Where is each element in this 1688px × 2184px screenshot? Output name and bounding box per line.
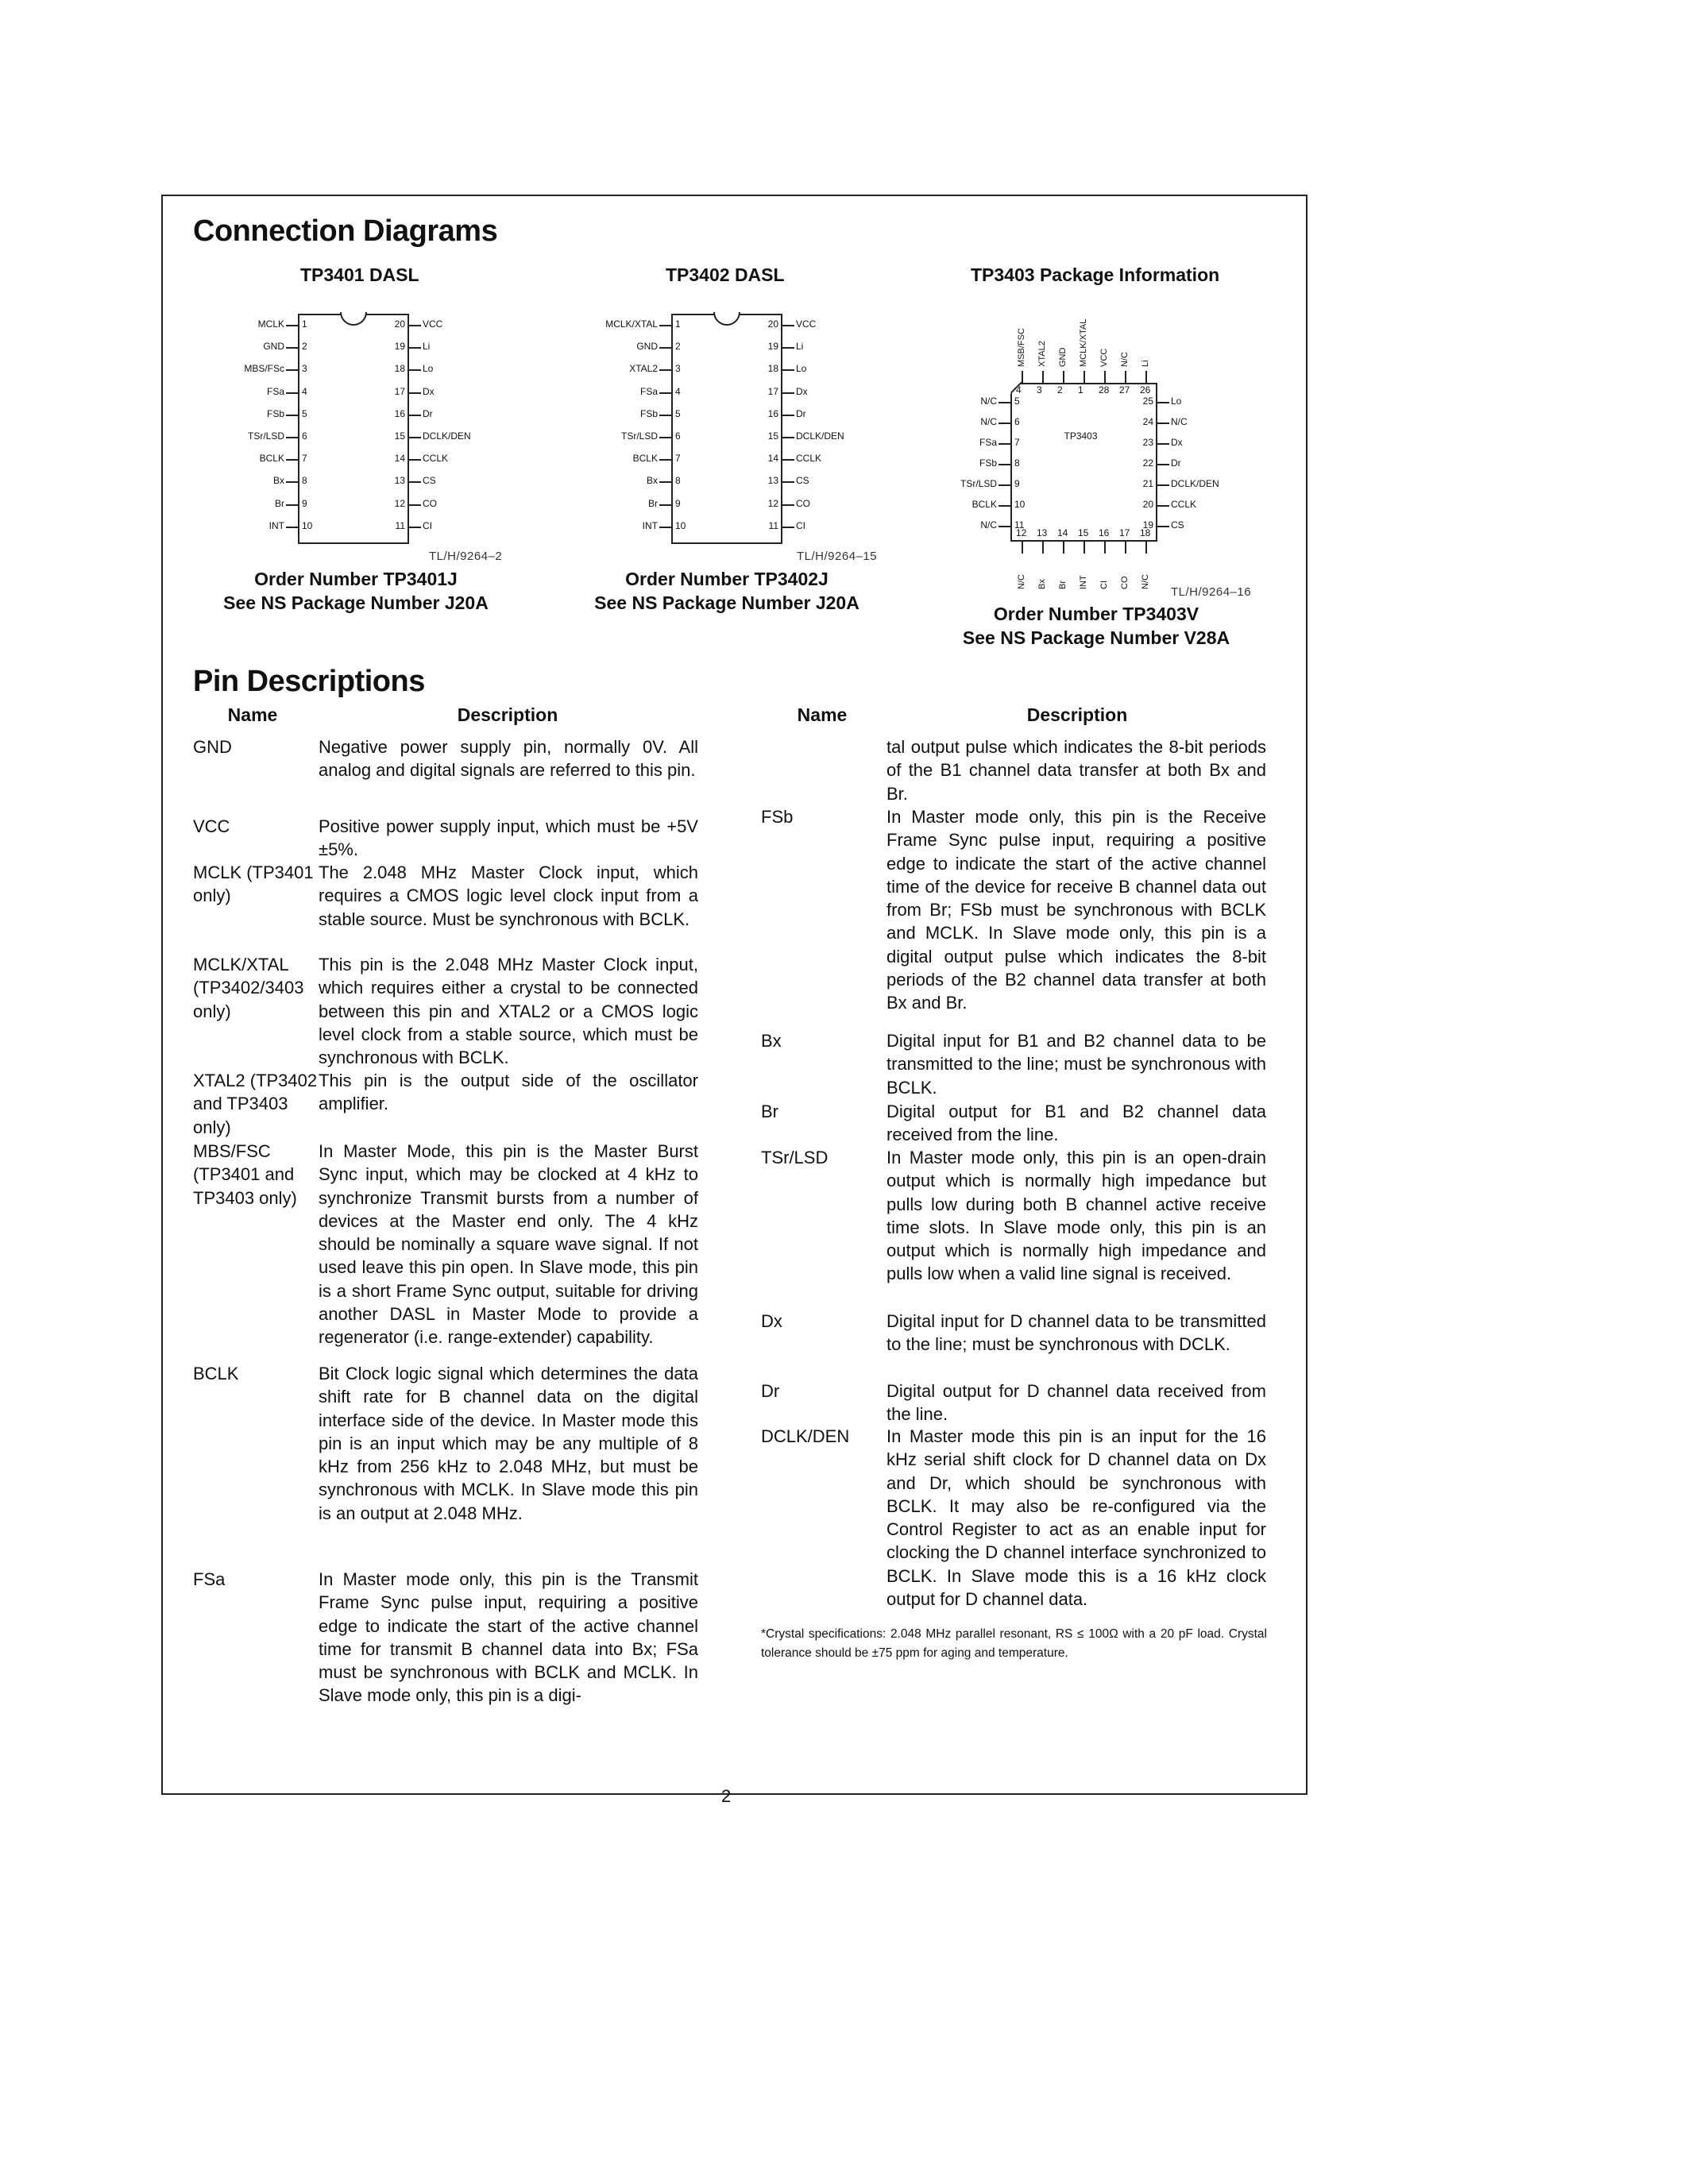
tp3403-left-pin-number: 11 xyxy=(1014,519,1025,531)
tp3401-right-pin-label: CCLK xyxy=(423,453,449,465)
pin-lead xyxy=(659,369,671,371)
pin-lead xyxy=(1157,464,1169,465)
page-number: 2 xyxy=(721,1786,732,1806)
pin-lead xyxy=(286,369,298,371)
pin-lead xyxy=(1083,371,1085,383)
pin-lead xyxy=(1022,371,1023,383)
tp3403-top-pin-number: 3 xyxy=(1037,384,1042,396)
tp3401-right-pin-number: 15 xyxy=(394,430,405,442)
pin-name: MCLK/XTAL (TP3402/3403 only) xyxy=(193,955,304,1021)
tp3402-right-pin-number: 13 xyxy=(767,475,778,487)
tp3402-left-pin-number: 6 xyxy=(675,430,681,442)
pin-desc: tal output pulse which indicates the 8-bit periods of the B1 channel data transfer at both Bx and Br. xyxy=(886,737,1266,804)
tp3401-right-pin-number: 13 xyxy=(394,475,405,487)
tp3403-top-pin-label: MCLK/XTAL xyxy=(1079,318,1088,367)
tp3401-left-pin-number: 4 xyxy=(302,385,307,397)
pin-name: TSr/LSD xyxy=(761,1148,829,1167)
pin-lead xyxy=(1157,443,1169,445)
pin-name: Dr xyxy=(761,1381,780,1401)
tp3403-right-pin-number: 22 xyxy=(1142,457,1153,469)
tp3403-bottom-pin-label: Bx xyxy=(1037,579,1047,589)
tp3403-package: See NS Package Number V28A xyxy=(962,627,1230,648)
tp3401-left-pin-label: INT xyxy=(268,519,284,531)
tp3401-right-pin-number: 16 xyxy=(394,407,405,419)
pin-lead xyxy=(286,437,298,438)
tp3403-left-pin-number: 7 xyxy=(1014,437,1020,448)
tp3403-top-pin-label: VCC xyxy=(1099,348,1109,367)
pin-lead xyxy=(409,325,421,326)
tp3403-right-pin-label: Dr xyxy=(1171,457,1181,469)
tp3401-right-pin-label: Dx xyxy=(423,385,435,397)
tp3403-order-number: Order Number TP3403V xyxy=(993,604,1199,624)
pin-desc: In Master mode only, this pin is an open-drain output which is normally high impedance but pulls low during both B channel active receive time slots. In Slave mode only, this pin is an output which is normally high impedance and pulls low when a valid line signal is received. xyxy=(886,1148,1266,1284)
pin-lead xyxy=(1042,542,1044,554)
tp3403-left-pin-label: FSa xyxy=(979,437,997,448)
pin-lead xyxy=(1145,542,1147,554)
pin-desc: In Master mode only, this pin is the Transmit Frame Sync pulse input, requiring a positive edge to indicate the start of the active channel time for transmit B channel data into Bx; FSa must be synchronous with BCLK and MCLK. In Slave mode only, this pin is a digi- xyxy=(319,1569,698,1706)
tp3402-right-pin-label: CI xyxy=(796,519,805,531)
tp3402-right-pin-number: 12 xyxy=(767,497,778,509)
tp3402-package: See NS Package Number J20A xyxy=(594,592,859,613)
tp3403-right-pin-label: CS xyxy=(1171,519,1184,531)
pin-lead xyxy=(409,527,421,528)
pin-lead xyxy=(782,437,794,438)
pin-lead xyxy=(409,369,421,371)
pin-desc: This pin is the output side of the oscillator amplifier. xyxy=(319,1071,698,1114)
pin-lead xyxy=(782,459,794,461)
pin-lead xyxy=(999,402,1010,403)
pin-desc: Digital input for D channel data to be transmitted to the line; must be synchronous with DCLK. xyxy=(886,1311,1266,1355)
tp3403-left-pin-number: 8 xyxy=(1014,457,1020,469)
tp3403-top-pin-number: 26 xyxy=(1140,384,1151,396)
pin-lead xyxy=(782,527,794,528)
pin-lead xyxy=(409,347,421,349)
tp3403-top-pin-label: XTAL2 xyxy=(1037,341,1047,367)
pin-lead xyxy=(999,505,1010,507)
tp3403-bottom-pin-number: 13 xyxy=(1037,527,1048,538)
pin-lead xyxy=(659,481,671,483)
tp3403-bottom-pin-number: 15 xyxy=(1078,527,1089,538)
tp3401-right-pin-label: CS xyxy=(423,475,436,487)
tp3401-left-pin-label: BCLK xyxy=(259,453,284,465)
pin-lead xyxy=(659,392,671,394)
tp3401-right-pin-number: 20 xyxy=(394,318,405,330)
tp3403-bottom-pin-label: N/C xyxy=(1141,574,1150,589)
pin-lead xyxy=(782,392,794,394)
tp3403-left-pin-number: 6 xyxy=(1014,416,1020,427)
tp3401-left-pin-label: MCLK xyxy=(257,318,284,330)
tp3402-right-pin-number: 17 xyxy=(767,385,778,397)
right-col-name-header: Name xyxy=(797,704,848,725)
tp3403-bottom-pin-label: INT xyxy=(1079,575,1088,589)
pin-desc: In Master mode only, this pin is the Receive Frame Sync pulse input, requiring a positive edge to indicate the start of the active channel time of the device for receive B channel data out from Br; FSb must be synchronous with BCLK and MCLK. In Slave mode only, this pin is a digital output pulse which indicates the 8-bit periods of the B2 channel data transfer at both Bx and Br. xyxy=(886,807,1266,1013)
tp3402-right-pin-number: 18 xyxy=(767,363,778,375)
tp3401-left-pin-number: 10 xyxy=(302,519,313,531)
pin-name: MBS/FSC (TP3401 and TP3403 only) xyxy=(193,1141,297,1208)
tp3401-right-pin-label: DCLK/DEN xyxy=(423,430,471,442)
tp3402-order xyxy=(584,567,870,615)
tp3403-left-pin-label: FSb xyxy=(979,457,997,469)
pin-lead xyxy=(1125,542,1126,554)
pin-lead xyxy=(1063,371,1064,383)
pin-lead xyxy=(286,527,298,528)
tp3402-left-pin-number: 3 xyxy=(675,363,681,375)
pin-lead xyxy=(409,415,421,416)
tp3403-bottom-pin-number: 12 xyxy=(1016,527,1027,538)
tp3402-right-pin-number: 14 xyxy=(767,453,778,465)
tp3403-plcc-diagram xyxy=(937,294,1271,596)
tp3403-right-pin-number: 25 xyxy=(1142,396,1153,407)
tp3401-package: See NS Package Number J20A xyxy=(223,592,489,613)
pin-name: Dx xyxy=(761,1311,782,1331)
pin-lead xyxy=(1042,371,1044,383)
pin-lead xyxy=(782,481,794,483)
tp3403-right-pin-label: DCLK/DEN xyxy=(1171,478,1219,489)
tp3401-left-pin-number: 1 xyxy=(302,318,307,330)
tp3403-bottom-pin-number: 16 xyxy=(1099,527,1110,538)
tp3401-left-pin-number: 5 xyxy=(302,407,307,419)
tp3402-right-pin-label: DCLK/DEN xyxy=(796,430,844,442)
tp3402-left-pin-number: 8 xyxy=(675,475,681,487)
pin-lead xyxy=(659,504,671,506)
tp3403-right-pin-number: 19 xyxy=(1142,519,1153,531)
pin-name: DCLK/DEN xyxy=(761,1426,850,1446)
tp3403-right-pin-label: Lo xyxy=(1171,396,1182,407)
pin-name: Br xyxy=(761,1102,778,1121)
tp3403-top-pin-number: 27 xyxy=(1119,384,1130,396)
tp3403-top-pin-label: GND xyxy=(1058,347,1068,367)
pin-lead xyxy=(409,504,421,506)
pin-name: BCLK xyxy=(193,1364,239,1383)
pin-lead xyxy=(1157,484,1169,486)
connection-diagrams-heading: Connection Diagrams xyxy=(193,214,498,248)
pin-lead xyxy=(1083,542,1085,554)
tp3403-top-pin-label: N/C xyxy=(1120,352,1130,367)
left-col-name-header: Name xyxy=(227,704,278,725)
pin-lead xyxy=(286,481,298,483)
pin-lead xyxy=(659,437,671,438)
pin-lead xyxy=(782,369,794,371)
pin-desc: Negative power supply pin, normally 0V. All analog and digital signals are referred to this pin. xyxy=(319,737,698,781)
pin-lead xyxy=(286,392,298,394)
tp3403-chip-body xyxy=(1010,383,1157,542)
tp3403-chip-label: TP3403 xyxy=(1064,430,1098,442)
tp3402-left-pin-label: Bx xyxy=(646,475,658,487)
tp3402-right-pin-number: 11 xyxy=(768,519,778,531)
pin-lead xyxy=(1157,526,1169,527)
tp3401-chip-body xyxy=(298,314,409,544)
tp3403-right-pin-label: Dx xyxy=(1171,437,1183,448)
pin-desc: Bit Clock logic signal which determines the data shift rate for B channel data on the digital interface side of the device. In Master mode this pin is an input which may be any multiple of 8 kHz from 256 kHz to 2.048 MHz, but must be synchronous with MCLK. In Slave mode this pin is an output at 2.048 MHz. xyxy=(319,1364,698,1523)
tp3402-right-pin-number: 19 xyxy=(767,341,778,353)
tp3401-left-pin-label: TSr/LSD xyxy=(247,430,284,442)
tp3402-left-pin-number: 7 xyxy=(675,453,681,465)
tp3402-left-pin-number: 4 xyxy=(675,385,681,397)
tp3403-bottom-pin-number: 17 xyxy=(1119,527,1130,538)
pin-lead xyxy=(659,325,671,326)
pin-lead xyxy=(999,526,1010,527)
tp3401-right-pin-label: CO xyxy=(423,497,437,509)
tp3402-order-number: Order Number TP3402J xyxy=(625,569,829,589)
tp3403-left-pin-number: 5 xyxy=(1014,396,1020,407)
tp3401-left-pin-label: GND xyxy=(263,341,284,353)
tp3402-left-pin-label: XTAL2 xyxy=(629,363,658,375)
tp3401-right-pin-label: VCC xyxy=(423,318,443,330)
tp3403-left-pin-label: BCLK xyxy=(971,499,997,510)
tp3402-left-pin-label: INT xyxy=(642,519,658,531)
tp3401-left-pin-label: Bx xyxy=(272,475,284,487)
tp3403-left-pin-label: N/C xyxy=(980,396,997,407)
pin-name: FSa xyxy=(193,1569,226,1589)
tp3403-right-pin-number: 21 xyxy=(1142,478,1153,489)
tp3403-bottom-pin-label: CI xyxy=(1099,581,1109,589)
pin-lead xyxy=(782,325,794,326)
tp3402-left-pin-number: 1 xyxy=(675,318,681,330)
tp3402-chip-body xyxy=(671,314,782,544)
pin-lead xyxy=(286,325,298,326)
tp3403-top-pin-number: 2 xyxy=(1057,384,1063,396)
tp3403-bottom-pin-label: N/C xyxy=(1017,574,1026,589)
pin-lead xyxy=(1157,505,1169,507)
tp3402-tl-code: TL/H/9264–15 xyxy=(797,550,878,563)
tp3403-right-pin-number: 24 xyxy=(1142,416,1153,427)
tp3403-left-pin-number: 10 xyxy=(1014,499,1026,510)
pin-desc: Positive power supply input, which must be +5V ±5%. xyxy=(319,816,698,860)
tp3402-right-pin-label: CO xyxy=(796,497,810,509)
tp3401-order xyxy=(213,567,499,615)
pin-lead xyxy=(659,415,671,416)
pin-lead xyxy=(659,527,671,528)
pin-name: VCC xyxy=(193,816,230,836)
pin-desc: In Master Mode, this pin is the Master Burst Sync input, which may be clocked at 4 kHz to synchronize Transmit bursts from a number of devices at the Master end only. The 4 kHz should be nominally a square wave signal. If not used leave this pin open. In Slave mode, this pin is a short Frame Sync output, suitable for driving another DASL in Master Mode to provide a regenerator (i.e. range-extender) capability. xyxy=(319,1141,698,1348)
tp3402-left-pin-number: 2 xyxy=(675,341,681,353)
tp3401-order-number: Order Number TP3401J xyxy=(254,569,458,589)
tp3401-right-pin-label: Dr xyxy=(423,407,433,419)
tp3403-title: TP3403 Package Information xyxy=(971,264,1220,285)
tp3403-top-pin-number: 1 xyxy=(1078,384,1083,396)
tp3402-right-pin-number: 20 xyxy=(767,318,778,330)
tp3401-left-pin-label: MBS/FSc xyxy=(244,363,284,375)
tp3402-left-pin-label: FSa xyxy=(639,385,658,397)
tp3402-left-pin-number: 10 xyxy=(675,519,686,531)
tp3403-right-pin-label: N/C xyxy=(1171,416,1188,427)
pin-lead xyxy=(999,443,1010,445)
pin-desc: Digital input for B1 and B2 channel data to be transmitted to the line; must be synchronous with BCLK. xyxy=(886,1031,1266,1098)
tp3401-right-pin-number: 14 xyxy=(394,453,405,465)
tp3402-right-pin-label: Dr xyxy=(796,407,806,419)
pin-lead xyxy=(1104,371,1106,383)
tp3401-right-pin-label: Lo xyxy=(423,363,434,375)
tp3402-right-pin-label: Li xyxy=(796,341,804,353)
tp3402-title: TP3402 DASL xyxy=(666,264,785,285)
pin-lead xyxy=(409,481,421,483)
tp3401-left-pin-number: 6 xyxy=(302,430,307,442)
tp3403-right-pin-label: CCLK xyxy=(1171,499,1197,510)
tp3403-left-pin-label: N/C xyxy=(980,519,997,531)
pin-name: XTAL2 (TP3402 and TP3403 only) xyxy=(193,1071,318,1137)
tp3403-right-pin-number: 20 xyxy=(1142,499,1153,510)
pin-name: FSb xyxy=(761,807,794,827)
tp3401-left-pin-number: 3 xyxy=(302,363,307,375)
pin-desc: In Master mode this pin is an input for the 16 kHz serial shift clock for D channel data on Dx and Dr, which should be synchronous with BCLK. It may also be re-configured via the Control Register to act as an enable input for clocking the D channel interface synchronized to BCLK. In Slave mode this is a 16 kHz clock output for D channel data. xyxy=(886,1426,1266,1610)
tp3403-right-pin-number: 23 xyxy=(1142,437,1153,448)
tp3401-right-pin-number: 17 xyxy=(394,385,405,397)
right-col-desc-header: Description xyxy=(1026,704,1128,725)
tp3403-left-pin-number: 9 xyxy=(1014,478,1020,489)
tp3402-left-pin-number: 9 xyxy=(675,497,681,509)
tp3401-left-pin-label: Br xyxy=(275,497,284,509)
pin-lead xyxy=(409,437,421,438)
pin-lead xyxy=(1157,423,1169,424)
pin-name: GND xyxy=(193,737,232,757)
tp3402-right-pin-number: 16 xyxy=(767,407,778,419)
pin-lead xyxy=(1125,371,1126,383)
pin-descriptions-heading: Pin Descriptions xyxy=(193,665,425,698)
tp3401-right-pin-number: 18 xyxy=(394,363,405,375)
pin-lead xyxy=(1022,542,1023,554)
left-col-desc-header: Description xyxy=(457,704,558,725)
tp3401-right-pin-number: 12 xyxy=(394,497,405,509)
tp3403-top-pin-label: MSB/FSC xyxy=(1017,328,1026,367)
pin-lead xyxy=(1145,371,1147,383)
tp3403-tl-code: TL/H/9264–16 xyxy=(1171,585,1252,599)
pin-lead xyxy=(782,347,794,349)
tp3403-left-pin-label: TSr/LSD xyxy=(960,478,997,489)
pin-name: MCLK (TP3401 only) xyxy=(193,862,314,906)
tp3402-right-pin-number: 15 xyxy=(767,430,778,442)
tp3402-left-pin-label: MCLK/XTAL xyxy=(605,318,658,330)
tp3402-dip-diagram xyxy=(588,298,844,536)
pin-lead xyxy=(999,423,1010,424)
tp3403-bottom-pin-number: 18 xyxy=(1140,527,1151,538)
pin-lead xyxy=(659,459,671,461)
pin-lead xyxy=(409,392,421,394)
tp3402-right-pin-label: Lo xyxy=(796,363,807,375)
tp3401-left-pin-number: 9 xyxy=(302,497,307,509)
pin-desc: Digital output for D channel data received from the line. xyxy=(886,1381,1266,1425)
pin-lead xyxy=(659,347,671,349)
pin-lead xyxy=(782,504,794,506)
tp3401-left-pin-number: 7 xyxy=(302,453,307,465)
pin-lead xyxy=(782,415,794,416)
tp3402-right-pin-label: VCC xyxy=(796,318,817,330)
pin-lead xyxy=(286,459,298,461)
tp3402-left-pin-label: FSb xyxy=(639,407,658,419)
pin-lead xyxy=(409,459,421,461)
tp3401-right-pin-number: 19 xyxy=(394,341,405,353)
tp3403-bottom-pin-number: 14 xyxy=(1057,527,1068,538)
tp3403-top-pin-label: Li xyxy=(1141,360,1150,367)
tp3403-bottom-pin-label: CO xyxy=(1120,576,1130,589)
tp3401-left-pin-number: 8 xyxy=(302,475,307,487)
tp3402-right-pin-label: Dx xyxy=(796,385,808,397)
pin-lead xyxy=(286,347,298,349)
tp3402-left-pin-label: TSr/LSD xyxy=(620,430,658,442)
pin-lead xyxy=(999,464,1010,465)
tp3402-right-pin-label: CS xyxy=(796,475,809,487)
tp3401-title: TP3401 DASL xyxy=(300,264,419,285)
tp3401-left-pin-number: 2 xyxy=(302,341,307,353)
tp3402-left-pin-label: Br xyxy=(648,497,658,509)
tp3403-top-pin-number: 28 xyxy=(1099,384,1110,396)
tp3401-right-pin-label: Li xyxy=(423,341,431,353)
tp3403-order xyxy=(953,602,1239,650)
tp3403-left-pin-label: N/C xyxy=(980,416,997,427)
tp3401-left-pin-label: FSa xyxy=(266,385,284,397)
pin-lead xyxy=(1063,542,1064,554)
tp3401-left-pin-label: FSb xyxy=(266,407,284,419)
tp3402-right-pin-label: CCLK xyxy=(796,453,822,465)
pin-lead xyxy=(999,484,1010,486)
pin-desc: Digital output for B1 and B2 channel data received from the line. xyxy=(886,1102,1266,1145)
tp3402-left-pin-number: 5 xyxy=(675,407,681,419)
tp3402-left-pin-label: BCLK xyxy=(632,453,658,465)
tp3403-bottom-pin-label: Br xyxy=(1058,581,1068,589)
pin-desc: The 2.048 MHz Master Clock input, which requires a CMOS logic level clock input from a stable source. Must be synchronous with BCLK. xyxy=(319,862,698,929)
tp3401-tl-code: TL/H/9264–2 xyxy=(429,550,503,563)
tp3403-top-pin-number: 4 xyxy=(1016,384,1022,396)
pin-desc: This pin is the 2.048 MHz Master Clock input, which requires either a crystal to be connected between this pin and XTAL2 or a CMOS logic level clock from a stable source, which must be synchronous with BCLK. xyxy=(319,955,698,1068)
tp3401-right-pin-number: 11 xyxy=(395,519,405,531)
tp3402-left-pin-label: GND xyxy=(636,341,658,353)
tp3401-dip-diagram xyxy=(214,298,471,536)
pin-lead xyxy=(1157,402,1169,403)
pin-lead xyxy=(286,415,298,416)
pin-lead xyxy=(286,504,298,506)
pin-name: Bx xyxy=(761,1031,782,1051)
crystal-footnote: *Crystal specifications: 2.048 MHz parallel resonant, RS ≤ 100Ω with a 20 pF load. Crystal tolerance should be ±75 ppm for aging and temperature. xyxy=(761,1627,1267,1660)
pin-lead xyxy=(1104,542,1106,554)
tp3401-right-pin-label: CI xyxy=(423,519,432,531)
